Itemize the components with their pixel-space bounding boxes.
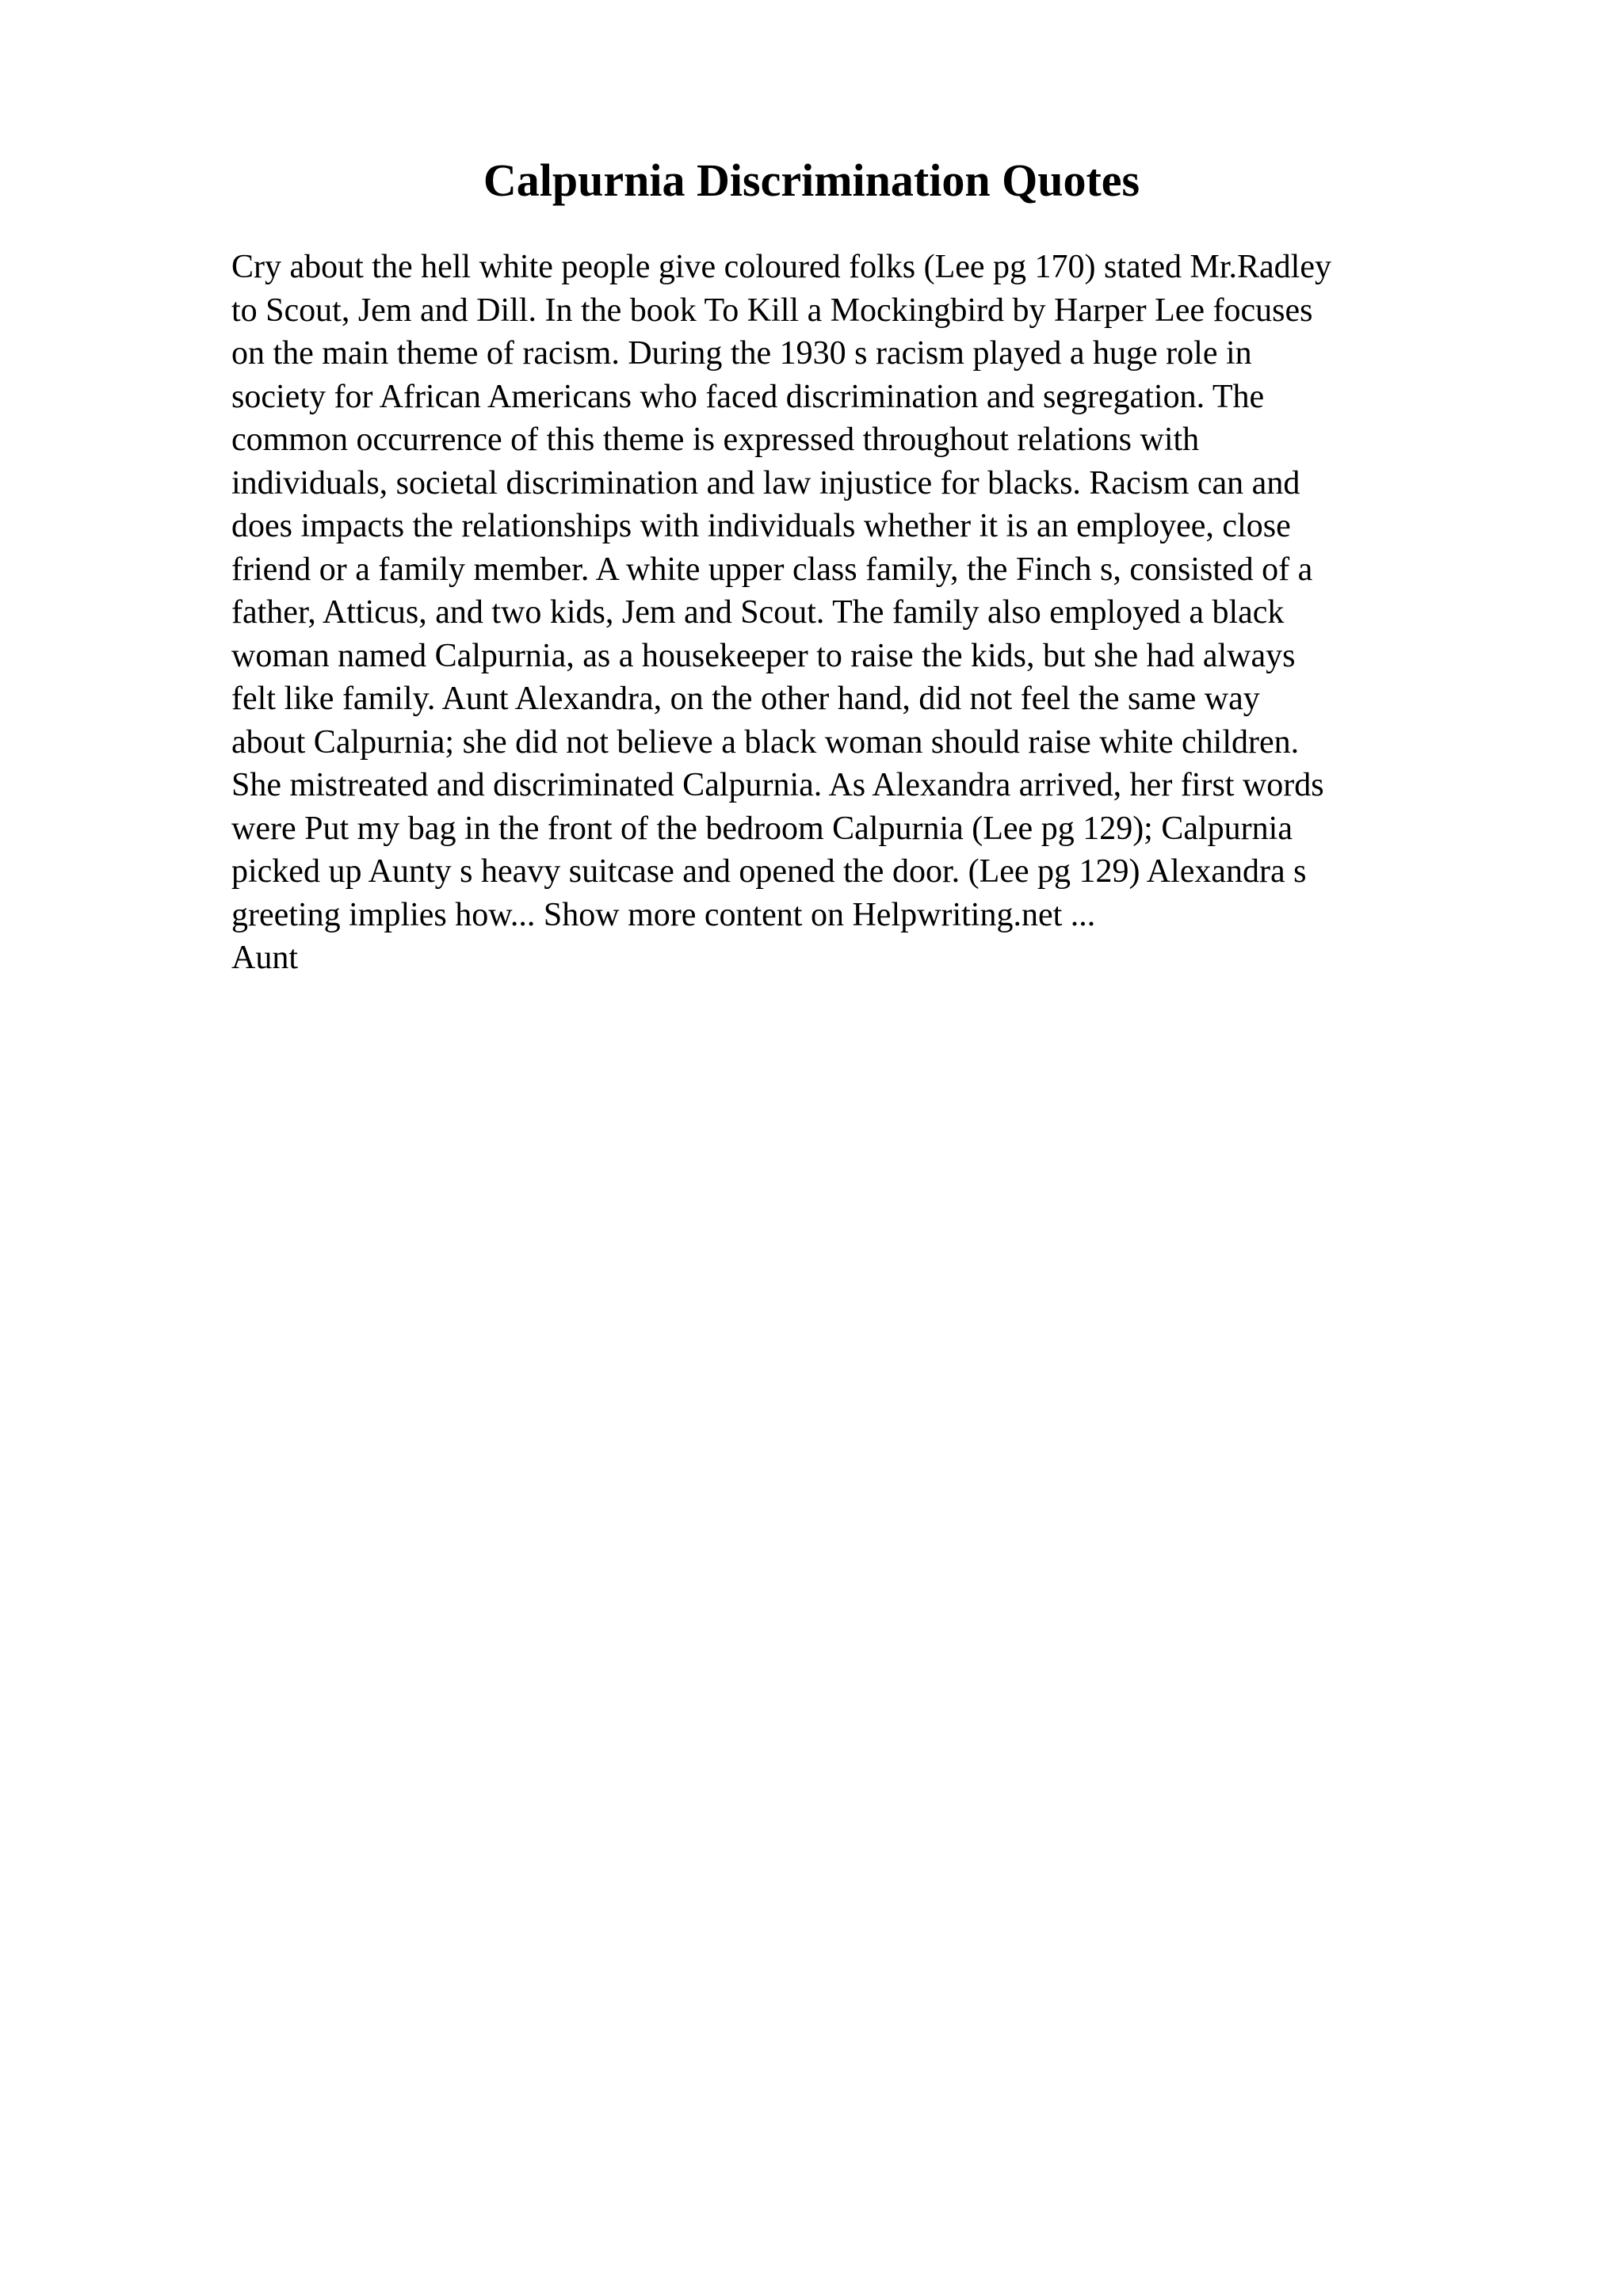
- body-line: were Put my bag in the front of the bedroom Calpurnia (Lee pg 129); Calpurnia: [231, 810, 1293, 847]
- body-line: felt like family. Aunt Alexandra, on the other hand, did not feel the same way: [231, 681, 1260, 717]
- body-line: Cry about the hell white people give coloured folks (Lee pg 170) stated Mr.Radley: [231, 249, 1331, 285]
- body-text: [231, 246, 1499, 980]
- body-line: does impacts the relationships with individuals whether it is an employee, close: [231, 508, 1291, 544]
- body-line: father, Atticus, and two kids, Jem and Scout. The family also employed a black: [231, 594, 1285, 631]
- body-line: friend or a family member. A white upper class family, the Finch s, consisted of a: [231, 551, 1313, 588]
- body-line: common occurrence of this theme is expressed throughout relations with: [231, 421, 1200, 458]
- body-line: She mistreated and discriminated Calpurnia. As Alexandra arrived, her first words: [231, 767, 1324, 803]
- page-title: Calpurnia Discrimination Quotes: [483, 154, 1140, 206]
- body-line: greeting implies how... Show more content on Helpwriting.net ...: [231, 896, 1096, 933]
- body-line: individuals, societal discrimination and law injustice for blacks. Racism can and: [231, 464, 1300, 502]
- body-line: woman named Calpurnia, as a housekeeper to raise the kids, but she had always: [231, 637, 1296, 674]
- body-line: Aunt: [231, 940, 298, 976]
- body-line: to Scout, Jem and Dill. In the book To Kill a Mockingbird by Harper Lee focuses: [231, 292, 1313, 329]
- body-line: about Calpurnia; she did not believe a black woman should raise white children.: [231, 723, 1300, 761]
- body-line: picked up Aunty s heavy suitcase and opened the door. (Lee pg 129) Alexandra s: [231, 853, 1307, 890]
- body-line: on the main theme of racism. During the 1930 s racism played a huge role in: [231, 335, 1252, 372]
- body-line: society for African Americans who faced discrimination and segregation. The: [231, 378, 1265, 415]
